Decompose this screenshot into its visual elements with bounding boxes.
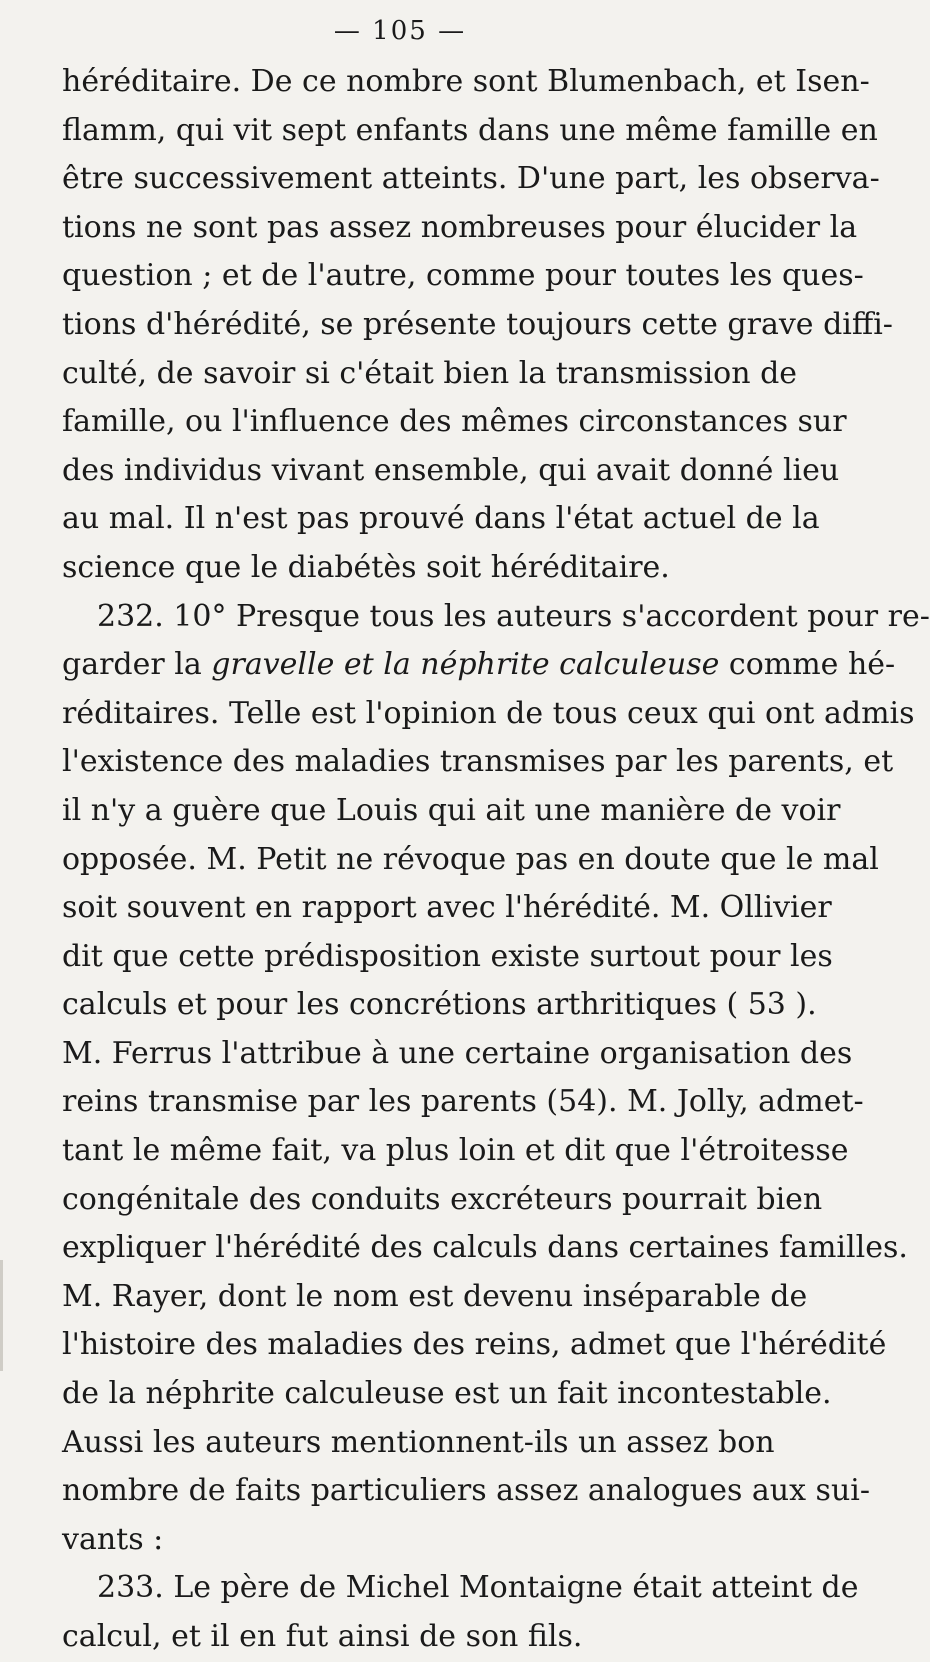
- text-line: [62, 1224, 908, 1273]
- page-number: — 105 —: [333, 16, 467, 46]
- text-line: [62, 1419, 775, 1468]
- text-line: [62, 933, 833, 982]
- text-segment: calculs et pour les concrétions arthritiques ( 53 ).: [62, 987, 817, 1023]
- text-line: [62, 1564, 859, 1613]
- text-segment: des individus vivant ensemble, qui avait donné lieu: [62, 452, 840, 488]
- text-line: [62, 155, 880, 204]
- text-line: [62, 1467, 870, 1516]
- text-line: [62, 252, 864, 301]
- text-segment: soit souvent en rapport avec l'hérédité. M. Ollivier: [62, 890, 832, 926]
- text-line: [62, 1321, 887, 1370]
- page-edge-mark: [0, 1260, 3, 1371]
- text-segment: vants :: [62, 1521, 164, 1557]
- text-segment: flamm, qui vit sept enfants dans une même famille en: [62, 112, 878, 148]
- text-segment: famille, ou l'influence des mêmes circonstances sur: [62, 404, 847, 440]
- text-segment: tant le même fait, va plus loin et dit que l'étroitesse: [62, 1133, 849, 1169]
- text-segment: M. Ferrus l'attribue à une certaine organisation des: [62, 1035, 853, 1071]
- text-segment: reins transmise par les parents (54). M. Jolly, admet-: [62, 1084, 864, 1120]
- text-segment: être successivement atteints. D'une part, les observa-: [62, 161, 880, 197]
- text-segment: dit que cette prédisposition existe surtout pour les: [62, 938, 833, 974]
- text-segment: héréditaire. De ce nombre sont Blumenbach, et Isen-: [62, 64, 870, 99]
- text-line: [62, 738, 894, 787]
- text-line: [62, 544, 762, 593]
- text-line: [62, 1078, 864, 1127]
- text-segment: expliquer l'hérédité des calculs dans certaines familles.: [62, 1230, 908, 1266]
- text-segment: tions d'hérédité, se présente toujours cette grave diffi-: [62, 306, 893, 342]
- text-segment: congénitale des conduits excréteurs pourrait bien: [62, 1181, 823, 1217]
- italic-text: gravelle et la néphrite calculeuse: [211, 647, 720, 683]
- text-segment: comme hé-: [719, 647, 896, 683]
- text-segment: réditaires. Telle est l'opinion de tous ceux qui ont admis: [62, 695, 915, 731]
- text-line: [62, 58, 870, 107]
- text-line: [62, 350, 798, 399]
- text-line: [62, 1030, 853, 1079]
- text-line: [62, 447, 840, 496]
- text-segment: l'histoire des maladies des reins, admet que l'hérédité: [62, 1327, 887, 1363]
- text-segment: question ; et de l'autre, comme pour toutes les ques-: [62, 258, 864, 294]
- text-line: [62, 836, 879, 885]
- text-segment: il n'y a guère que Louis qui ait une manière de voir: [62, 792, 841, 828]
- text-segment: culté, de savoir si c'était bien la transmission de: [62, 355, 798, 391]
- text-segment: tions ne sont pas assez nombreuses pour élucider la: [62, 209, 858, 245]
- text-line: [62, 690, 915, 739]
- text-segment: de la néphrite calculeuse est un fait incontestable.: [62, 1376, 832, 1412]
- text-line: [62, 981, 817, 1030]
- text-line: [62, 593, 930, 642]
- text-segment: science que le diabétès soit héréditaire.: [62, 549, 670, 585]
- text-line: [62, 495, 820, 544]
- text-line: [62, 641, 896, 690]
- text-line: [62, 301, 893, 350]
- text-segment: 232. 10° Presque tous les auteurs s'accordent pour re-: [97, 598, 930, 634]
- text-segment: M. Rayer, dont le nom est devenu inséparable de: [62, 1278, 808, 1314]
- text-line: [62, 1370, 832, 1419]
- text-line: [62, 398, 847, 447]
- text-line: [62, 884, 832, 933]
- text-line: [62, 1613, 762, 1662]
- text-line: [62, 107, 878, 156]
- text-segment: garder la: [62, 647, 212, 683]
- text-line: [62, 787, 841, 836]
- text-line: [62, 1176, 823, 1225]
- text-line: [62, 1273, 808, 1322]
- text-segment: calcul, et il en fut ainsi de son fils.: [62, 1619, 583, 1654]
- body-text: [62, 58, 930, 1662]
- text-segment: nombre de faits particuliers assez analogues aux sui-: [62, 1473, 870, 1509]
- text-segment: l'existence des maladies transmises par les parents, et: [62, 744, 894, 780]
- text-segment: au mal. Il n'est pas prouvé dans l'état actuel de la: [62, 501, 820, 537]
- text-line: [62, 1516, 762, 1565]
- text-segment: 233. Le père de Michel Montaigne était atteint de: [97, 1570, 859, 1606]
- text-line: [62, 1127, 849, 1176]
- text-line: [62, 204, 858, 253]
- text-segment: opposée. M. Petit ne révoque pas en doute que le mal: [62, 841, 879, 877]
- text-segment: Aussi les auteurs mentionnent-ils un assez bon: [62, 1424, 775, 1460]
